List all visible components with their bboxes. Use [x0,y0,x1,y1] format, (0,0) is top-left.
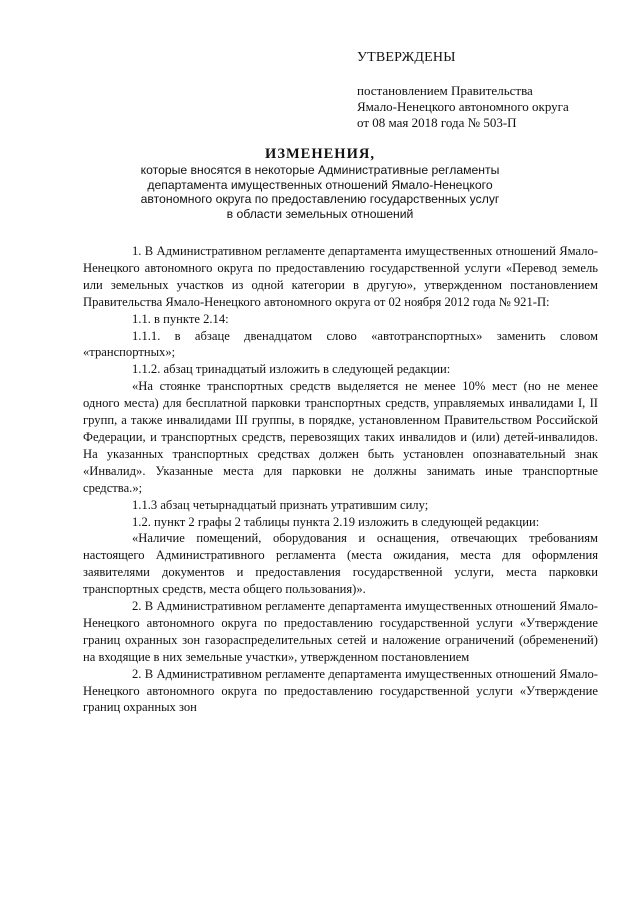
paragraph: 2. В Административном регламенте департамента имущественных отношений Ямало-Ненецкого автономного округа по предоставлению государственной услуги «Утверждение границ охранных зон [83,666,598,715]
paragraph: 1.1.3 абзац четырнадцатый признать утратившим силу; [132,497,429,512]
paragraph: «Наличие помещений, оборудования и оснащения, отвечающих требованиям настоящего Административного регламента (места ожидания, места для оформления заявителями документов и предоставления государственной услуги, места парковки транспортных средств, места общего пользования)». [83,531,598,597]
title-block [110,147,530,221]
document-body [83,243,598,716]
paragraph: 1.1.2. абзац тринадцатый изложить в следующей редакции: [132,362,451,377]
approval-line: Ямало-Ненецкого автономного округа [357,99,569,114]
title-line: департамента имущественных отношений Ямало-Ненецкого [147,177,493,192]
approval-line: от 08 мая 2018 года № 503-П [357,115,517,130]
title-line: автономного округа по предоставлению государственных услуг [140,192,500,207]
title-line: которые вносятся в некоторые Административные регламенты [140,163,500,178]
paragraph: 1.1. в пункте 2.14: [132,311,229,326]
approval-heading: УТВЕРЖДЕНЫ [357,50,456,65]
approval-block [357,50,627,131]
approval-line: постановлением Правительства [357,83,533,98]
paragraph: 1.1.1. в абзаце двенадцатом слово «автотранспортных» заменить словом «транспортных»; [83,328,598,360]
paragraph: 1. В Административном регламенте департамента имущественных отношений Ямало-Ненецкого автономного округа по предоставлению государственной услуги «Перевод земель или земельных участков из одной категории в другую», утвержденном постановлением Правительства Ямало-Ненецкого автономного округа от 02 ноября 2012 года № 921-П: [83,244,598,309]
title-line: в области земельных отношений [226,206,414,221]
paragraph: 1.2. пункт 2 графы 2 таблицы пункта 2.19 изложить в следующей редакции: [132,514,540,529]
paragraph: 2. В Административном регламенте департамента имущественных отношений Ямало-Ненецкого автономного округа по предоставлению государственной услуги «Утверждение границ охранных зон газораспределительных сетей и наложение ограничений (обременений) на входящие в них земельные участки», утвержденном постановлением [83,599,598,664]
paragraph: «На стоянке транспортных средств выделяется не менее 10% мест (но не менее одного места) для бесплатной парковки транспортных средств, управляемых инвалидами I, II групп, а также инвалидами III группы, в порядке, установленном Правительством Российской Федерации, и транспортных средств, перевозящих таких инвалидов и (или) детей-инвалидов. На указанных транспортных средствах должен быть установлен опознавательный знак «Инвалид». Указанные места для парковки не должны занимать иные транспортные средства.»; [83,379,598,495]
document-title: ИЗМЕНЕНИЯ, [265,146,375,162]
